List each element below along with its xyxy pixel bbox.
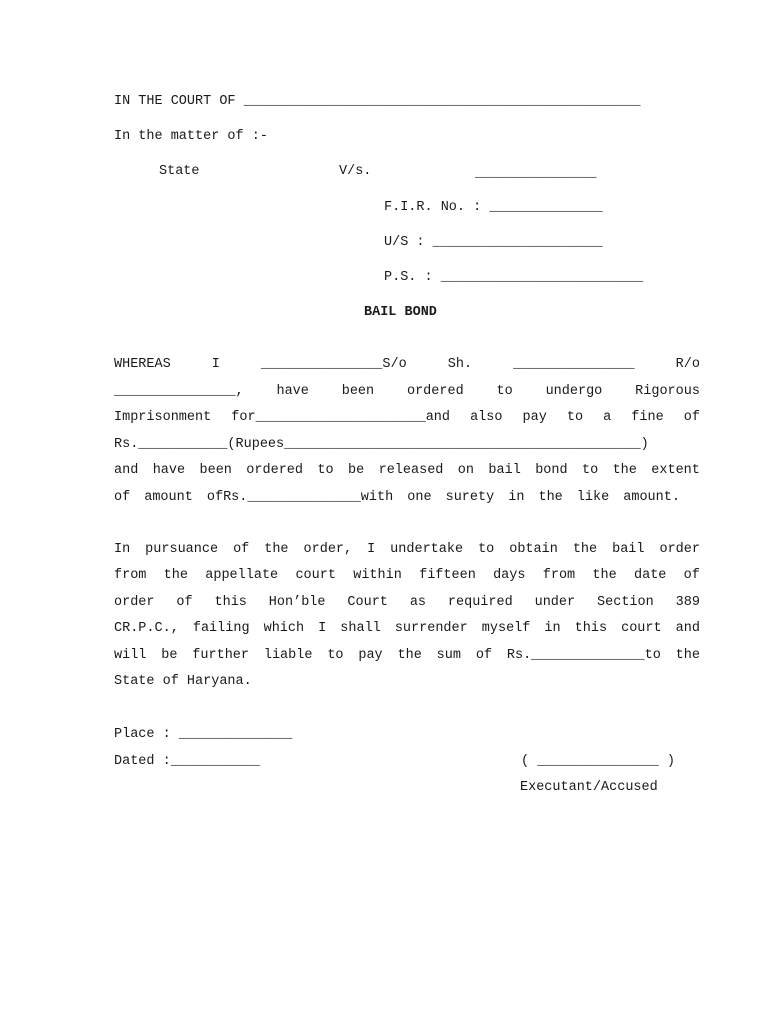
para2-line5: will be further liable to pay the sum of Rs.______________to the [114,648,700,663]
fir-line: F.I.R. No. : ______________ [384,200,603,215]
para2-line1: In pursuance of the order, I undertake to obtain the bail order [114,542,700,557]
vs-blank: _______________ [475,166,597,181]
signature-label: Executant/Accused [520,780,658,795]
place-line: Place : ______________ [114,727,293,742]
para1-line1: WHEREAS I _______________S/o Sh. _______________ R/o [114,357,700,372]
vs-label: V/s. [339,164,372,179]
para1-line4: Rs.___________(Rupees____________________________________________) [114,437,649,452]
para2-line4: CR.P.C., failing which I shall surrender myself in this court and [114,621,700,636]
state-label: State [159,164,200,179]
para1-line5: and have been ordered to be released on bail bond to the extent [114,463,700,478]
para2-line3: order of this Hon’ble Court as required under Section 389 [114,595,700,610]
dated-line: Dated :___________ [114,754,260,769]
matter-line: In the matter of :- [114,129,268,144]
para2-line2: from the appellate court within fifteen days from the date of [114,568,700,583]
para1-line2: _______________, have been ordered to undergo Rigorous [114,384,700,399]
document-title: BAIL BOND [364,305,437,320]
para2-line6: State of Haryana. [114,674,252,689]
us-line: U/S : _____________________ [384,235,603,250]
para1-line3: Imprisonment for_____________________and also pay to a fine of [114,410,700,425]
signature-blank: ( _______________ ) [521,754,675,769]
court-line: IN THE COURT OF _________________________________________________ [114,94,641,109]
para1-line6: of amount ofRs.______________with one surety in the like amount. [114,490,680,505]
ps-line: P.S. : _________________________ [384,270,644,285]
